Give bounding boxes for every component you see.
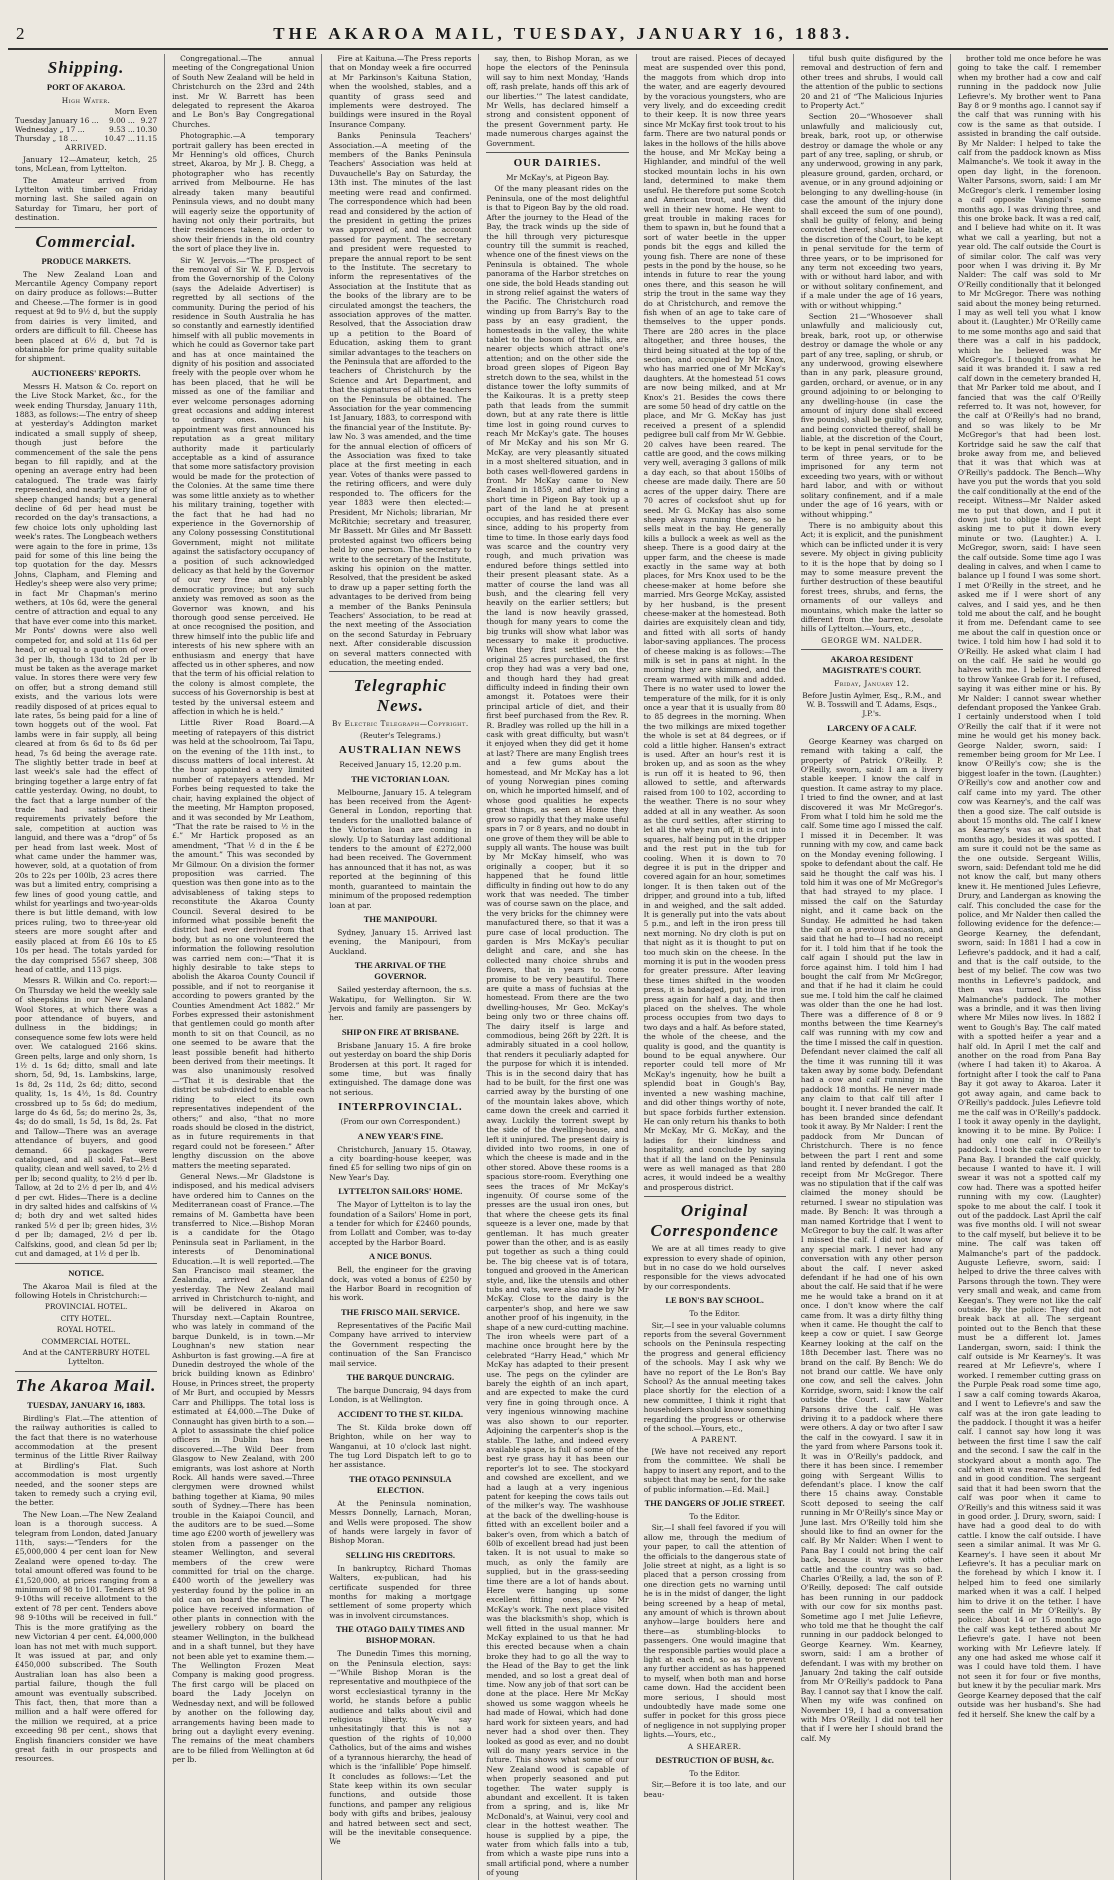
governor-text: Sailed yesterday afternoon, the s.s. Wakatipu, for Wellington. Sir W. Jervois and family are passengers by her.	[329, 985, 472, 1023]
continued-text: say, then, to Bishop Moran, as we hope the electors of the Peninsula will say to him next Monday, ‘Hands off, rash prelate, hands off this ark of our liberties.’” The latest candidate, Mr Wells, has declared himself a strong and consistent opponent of the present Government party. He made numerous charges against the Government.	[486, 54, 629, 148]
creditors-heading: SELLING HIS CREDITORS.	[345, 1549, 455, 1560]
divider	[15, 1263, 157, 1264]
otago-times-heading: THE OTAGO DAILY TIMES AND BISHOP MORAN.	[335, 1624, 465, 1646]
to-editor-label: To the Editor.	[689, 1769, 740, 1779]
court-continued-text: brother told me once before he was going to take the calf. I remember when my brother had a cow and calf running in the paddock now Julie Lefievre's. My brother went to Pana Bay 8 or 9 months ago. I cannot say if the calf that was running with his cow is the same as that outside. I assisted in branding the calf outside. By Mr Nalder: I helped to take the calf from the paddock known as Miss Malmanche's. We took it away in the open day light, in the forenoon. Walter Parsons, sworn, said: I am Mr McGregor's clerk. I remember losing a calf opposite Vangioni's some months ago. I was driving three, and this one broke back. It was a red calf, and I believe had white on it. It was what we call a yearling, but not a year old. The calf outside the Court is of similar color. The calf was very poor when I was driving it. By Mr Nalder: The calf was sold to Mr O'Reilly conditionally that it belonged to Mr McGregor. There was nothing said about the money being returned. I may as well tell you what I know about it. (Laughter.) Mr O'Reilly came to me some months ago and said that there was a calf in his paddock, which he believed was Mr McGregor's. I thought from what he said it was branded it. I saw a red calf down in the cemetery branded H, that Mr Parker told me about, and I fancied that was the calf O'Reilly referred to. It was not, however, for the calf at O'Reilly's had no brand, and so was likely to be Mr McGregor's that had been lost. Kortridge said he saw the calf that broke away from me, and believed that it was that which was at O'Reilly's paddock. The Bench—Why have you put the words that you sold the calf conditionally at the end of the receipt. Witness—Mr Nalder asked me to put that down, and I put it down just to oblige him. He kept asking me to put it down every minute or two. (Laughter.) A. I. McGregor, sworn, said: I have seen the calf outside. Some time ago I was dealing in calves, and when I came to balance up I found I was some short. I met O'Reilly in the street, and he asked me if I were short of any calves, and I said yes, and he then told me about the calf, and he bought it from me. Defendant came to see me about the calf in question once or twice. I told him how I had sold it to O'Reilly. He asked what claim I had on the calf. He said he would go halves with me. I believe he offered to throw Yankee Grab for it. I refused, saying it was either mine or his. By Mr Nalder: I cannot swear whether defendant proposed the Yankee Grab. I certainly understood when I told O'Reilly the calf that if it were not mine he would get his money back. George Nalder, sworn, said: I remember being groom for Mr Lee. I know O'Reilly's cow; she is the biggest loafer in the town. (Laughter.) O'Reilly's cow and another cow and calf came into my yard. The other cow was Kearney's, and the calf was then a good size. The calf outside is about 15 months old. The calf I knew as Kearney's was as old as that months ago, besides it was spotted. I am sure it could not be the same as the one outside. Sergeant Willis, sworn, said: Defendant told me he did not know the calf, but many others knew it. He mentioned Jules Lefievre, Drury, and Landergan as knowing the calf. This concluded the case for the police, and Mr Nalder then called the following evidence for the defence:— George Kearney, the defendant, sworn, said: In 1881 I had a cow in Lefievre's paddock, and it had a calf, and that is the calf outside, to the best of my belief. The cow was two months in Lefievre's paddock, and then was turned into Miss Malmanche's paddock. The mother was a brindle, and it was then living where Mr Miles now lives. In 1882 I went to Gough's Bay. The calf mated with a spotted heifer a year and a half old. In April I met the calf and another on the road from Pana Bay (where I had taken it) to Akaroa. A fortnight after I took the calf to Pana Bay it got away to Akaroa. Later it got away again, and came back to O'Reilly's paddock. Jules Lefievre told me the calf was in O'Reilly's paddock. I took it away openly in the daylight, knowing it to be mine. By Police: I had only one calf in O'Reilly's paddock. I took the calf twice over to Pana Bay. I branded the calf quickly, because I wanted to have it. I will swear it was not a spotted calf my cow had. There was a spotted heifer running with my cow. (Laughter) spoke to me about the calf. I took it out of the paddock. Last April the calf was five months old. I will not swear to the calf myself, but believe it to be mine. The calf was taken off Malmanche's part of the paddock. Auguste Lefievre, sworn, said: I helped to drive the three calves with Parsons through the town. They were very small and weak, and came from Keegan's. They were not like the calf outside. By the police: They did not break back at all. The sergeant pointed out to the Bench that these must be a different lot. James Landergan, sworn, said: I think the calf outside is Mr Kearney's. It was reared at Mr Lefievre's, where I worked. I remember cutting grass on the Purple Peak road some time ago, I saw a calf coming towards Akaroa, and I went to Lefievre's and saw the calf was at the iron gate leading to the paddock. I thought it was a heifer calf. I cannot say how long it was between the first time I saw the calf and the second. I saw the calf in the stockyard about a month ago. The calf when it was reared was half fed and in good condition. The sergeant said that it had been sworn that the calf was poor when it came to O'Reilly's and this witness said it was in good order. J. Drury, sworn, said: I have had a good deal to do with cattle. I know the calf outside. I have seen a similar animal. It was Mr G. Kearney's. I have seen it about Mr Lefievre's. It has a peculiar mark on the forehead by which I know it. I helped him to feed one similarly marked when it was a calf. I helped him to drive it on the tether. I have seen the calf in Mr O'Reilly's. By police: About 14 or 15 months ago the calf was kept tethered about Mr Lefievre's gate. I have not been working with Mr Lefievre lately. If any one had asked me whose calf it was I could have told them. I have not seen it for four or five months, but knew it by the peculiar mark. Mrs George Kearney deposed that the calf outside was her husband's. She had fed it herself. She knew the calf by a	[957, 54, 1101, 1719]
sailors-text: The Mayor of Lyttelton is to lay the foundation of a Sailors' Home in port, a tender for which for £2460 pounds, from Lollatt and Comber, was to-day accepted by the Harbor Board.	[329, 1200, 472, 1247]
column-6	[794, 54, 951, 1880]
new-year-text: Christchurch, January 15. Otaway, a city boarding-house keeper, was fined £5 for selling two nips of gin on New Year's Day.	[329, 1144, 472, 1182]
new-year-heading: A NEW YEAR'S FINE.	[357, 1130, 444, 1141]
divider	[15, 1371, 157, 1372]
wilkin-report: Messrs R. Wilkin and Co. report:—On Thursday we held the weekly sale of sheepskins in our New Zealand Wool Stores, at which there was a poor attendance of buyers, and dullness in the biddings; in consequence some few lots were held over. We catalogued 2166 skins. Green pelts, large and only shorn, 1s 1½ d. 1s 6d; ditto, small and late shorn, 5d, 9d, 1s. Lambskins, large, 1s 8d, 2s 11d, 2s 6d; ditto, second quality, 1s, 1s 4½, 1s 8d. Country crossbred up to 5s 6d; do medium, large do 4s 6d, 5s; do merino 2s, 3s, 4s; do do small, 1s 5d, 1s 8d, 2s. Fat and Tallow—There was an average attendance of buyers, and good demand. 66 packages were catalogued, and all sold. Fat—Best quality, clean and well saved, to 2½ d per lb; second quality, to 2½ d per lb. Tallow, at 2d to 2½ d per lb, and 4½ d per cwt. Hides—There is a decline in dry salted hides and calfskins of ¼ d; both dry and wet salted hides ranked 5½ d per lb; green hides, 3½ d per lb; damaged, 2½ d per lb. Calfskins, good, and clean 5d per lb; cut and damaged, at 1½ d per lb.	[15, 976, 158, 1259]
bush-heading: DESTRUCTION OF BUSH, &c.	[655, 1755, 774, 1766]
sailors-heading: LYTTELTON SAILORS' HOME.	[338, 1186, 463, 1197]
hotel-item: COMMERCIAL HOTEL.	[41, 1336, 131, 1346]
bonus-text: Bell, the engineer for the graving dock, was voted a bonus of £250 by the Harbor Board in recognition of his work.	[329, 1265, 472, 1303]
larceny-heading: LARCENY OF A CALF.	[827, 722, 917, 733]
shipping-heading: Shipping.	[47, 58, 125, 77]
creditors-text: In bankruptcy, Richard Thomas Walters, ex-publican, had his certificate suspended for three months for making a mortgage settlement of some property which was in involvent circumstances.	[329, 1563, 472, 1620]
to-editor-label: To the Editor.	[689, 1309, 740, 1319]
section-20-text: Section 20—“Whosoever shall unlawfully and maliciously cut, break, bark, root up, or otherwise destroy or damage the whole or any part of any tree, sapling, or shrub, or any underwood, growing in any park, pleasure ground, garden, orchard, or avenue, or in any ground adjoining or belonging to any dwelling-house (in case the amount of the injury done shall exceed the sum of one pound), shall be guilty of felony, and being convicted thereof, shall be liable, at the discretion of the Court, to be kept in penal servitude for the term of three years, or to be imprisoned for any term not exceeding two years, with or without hard labor, and with or without solitary confinement, and if a male under the age of 16 years, with or without whipping.”	[800, 112, 943, 310]
brisbane-heading: SHIP ON FIRE AT BRISBANE.	[341, 1026, 459, 1037]
larceny-text: George Kearney was charged on remand with taking a calf, the property of Patrick O'Reilly. P. O'Reilly, sworn, said: I am a livery stable keeper. I know the calf in question. It came astray to my place. I tried to find the owner, and at last discovered it was Mr McGregor's. From what I told him he sold me the calf. Some time ago I missed the calf. I missed it in December. It was running with my cow, and came back on the Monday evening following. I spoke to defendant about the calf. He said he thought the calf was his. I told him it was one of Mr McGregor's that had strayed to my place. I missed the calf on the Saturday night, and it came back on the Sunday. He admitted he had taken the calf on a previous occasion, and said that he had to—I had no receipt for it. I told him that if he took the calf again I should put the law in force against him. I told him I had bought the calf from Mr McGregor, and that if he had it claim he could sue me. I told him the calf he claimed was older than the one he had lost. There was a difference of 8 or 9 months between the time Kearney's calf was running with my cow and the time I missed the calf in question. Defendant never claimed the calf all the time it was running till it was taken away by some body. Defendant had a cow and calf running in the paddock 18 months. He never made any claim to that calf till after I bought it. I never branded the calf. It has been branded since defendant took it away. By Mr Nalder: I rent the paddock from Mr Duncan of Christchurch. There is no fence between the part I rent and some land rented by defendant. I got the receipt from Mr McGregor. There was no stipulation that if the calf was claimed the money should be returned. I swear no stipulation was made. By Bench: It was through a man named Kortridge that I went to McGregor to buy the calf. It was after I missed the calf. I did not know of any special mark. I never had any conversation with any other person about the calf. I never asked defendant if he had one of his own about the calf. He said that if he were me he would take a brand on it at once. I don't know where the calf came from. It was a dirty filthy thing when it came. He thought the calf to keep a cow or quiet. I saw George Kearney looking at the calf on the 18th December last. There was no brand on the calf. By Bench: We do not brand our cattle. We have only one cow, and sell the calves. John Korridge, sworn, said: I know the calf outside the Court. I saw Walter Parsons drive the calf. He was driving it to a paddock where there were others. A day or two after I saw the calf in the cowyard. I saw it in the yard from where Parsons took it. It was in O'Reilly's paddock, and there it has been since. I remember going with Sergeant Willis to defendant's place. I know the calf there 15 chains away. Constable Scott deposed to seeing the calf running in Mr O'Reilly's since May or June last. Mrs O'Reilly told him she should like to find an owner for the calf. By Mr Nalder: When I went to Pana Bay I could not bring the calf back, because it was with other cattle and the country was so bad. Charles O'Reilly, a lad, the son of P. O'Reilly, deposed: The calf outside has been running in our paddock with our cow for six months past. Sometime ago I met Julie Lefievre, who told me that he thought the calf running in our paddock belonged to George Kearney. Wm. Kearney, sworn, said: I am a brother of defendant. I was with my brother on January 2nd taking the calf outside from Mr O'Reilly's paddock to Pana Bay. I cannot say that I know the calf. When my wife was confined on November 19, I had a conversation with Mrs O'Reilly. I did not tell her that if I were her I should brand the calf. My	[800, 736, 943, 1743]
congregational-paragraph: Congregational.—The annual meeting of the Congregational Union of South New Zealand will be held in Christchurch on the 23rd and 24th inst. Mr W. Barrett has been delegated to represent the Akaroa and Le Bon's Bay Congregational Churches.	[172, 54, 315, 129]
editor-note: [We have not received any report from the committee. We shall be happy to insert any report, and to the subject that may be sent, for the sake of public information.—Ed. Mail.]	[643, 1446, 786, 1494]
fire-paragraph: Fire at Kaituna.—The Press reports that on Monday week a fire occurred at Mr Parkinson's Kaituna Station, when the woolshed, stables, and a quantity of grass seed and implements were destroyed. The buildings were insured in the Royal Insurance Company.	[329, 54, 472, 129]
duncraig-heading: THE BARQUE DUNCRAIG.	[346, 1371, 455, 1382]
australian-news-heading: AUSTRALIAN NEWS	[338, 744, 462, 757]
otago-text: At the Peninsula nomination, Messrs Donnelly, Larnach, Moran, and Wells were proposed. The show of hands were largely in favor of Bishop Moran.	[329, 1498, 472, 1546]
correspondence-heading: Original Correspondence	[650, 1201, 779, 1241]
reuters-label: (Reuter's Telegrams.)	[359, 730, 441, 740]
signature: A SHEARER.	[687, 1741, 742, 1751]
lebons-heading: LE BON'S BAY SCHOOL.	[665, 1295, 764, 1306]
commercial-heading: Commercial.	[35, 231, 137, 251]
divider	[801, 649, 943, 650]
loan-paragraph: The New Loan.—The New Zealand loan is a thorough success. A telegram from London, dated January 11th, says:—“Tenders for the £5,000,000 4 per cent loan for New Zealand were opened to-day. The total amount offered was found to be £1,520,000, at prices ranging from a minimum of 98 to 101. Tenders at 98 9-10ths will receive allotment to the extent of 78 per cent. Tenders above 98 9-10ths will be received in full.” This is the more gratifying as the new Victorian 4 per cent. £4,000,000 loan has not met with much support. It was issued at par, and only £450,000 subscribed. The South Australian loan has also been a partial failure, though the full amount was eventually subscribed. This fact, then, that more than a million and a half were offered for the million we required, at a price exceeding 98 per cent., shows that English financiers consider we have great faith in our prospects and resources.	[15, 1509, 158, 1764]
victorian-loan-text: Melbourne, January 15. A telegram has been received from the Agent-General in London, reporting that tenders for the unallotted balance of the Victorian loan are coming in slowly. Up to Saturday last additional tenders to the amount of £272,000 had been received. The Government has announced that it has not, as was reported at the beginning of this month, guaranteed to maintain the minimum of the proposed redemption loan at par.	[329, 787, 472, 910]
hotel-item: PROVINCIAL HOTEL.	[44, 1302, 128, 1312]
tide-header-row: Morn Even	[114, 107, 158, 117]
general-news-paragraph: General News.—Mr Gladstone is indisposed, and his medical advisers have ordered him to Cannes on the Mediterranean coast of France.—The remains of M. Gambetta have been transferred to Nice.—Bishop Moran is a candidate for the Otago Peninsula seat in Parliament, in the interests of Denominational Education.—It is well reported.—The San Francisco mail steamer, the Zealandia, arrived at Auckland yesterday. The New Zealand mail arrived in Christchurch to-night, and will be delivered in Akaroa on Thursday next.—Captain Rountree, who was lately in command of the barque Dunkeld, is in town.—Mr Loughnan's new station near Ashburton is fast growing.—A fire at Dunedin destroyed the whole of the brick building known as Edinbro' House, in Princes street, the property of Mr Burt, and occupied by Messrs Carr and Phillipps. The total loss is estimated at £4,000.—The Duke of Connaught has given birth to a son.—A plot to assassinate the chief police officers in Dublin has been discovered.—The Wild Deer from Glasgow to New Zealand, with 200 emigrants, was lost ashore at North Rock. All hands were saved.—Three clergymen were drowned whilst bathing together at Kiama, 90 miles south of Sydney.—There has been trouble in the Kaiapoi Council, and the auditors are to be sued.—Some time ago £200 worth of jewellery was stolen from a passenger on the steamer Wellington, and several members of the crew were committed for trial on the charge. £400 worth of the jewellery was yesterday found by the police in an old can on board the steamer. The police have received information of other plants in connection with the jewellery robbery on board the steamer Wellington, in the bulkhead and in a shaft tunnel, but they have not been able yet to examine them.—The Wellington Frozen Meat Company is making good progress. The first cargo will be placed on board the Lady Jocelyn on Wednesday next, and will be followed by another on the following day, arrangements having been made to bring out a daylight every evening. The remains of the meat chambers are to be filled from Wellington at 6d per lb.	[172, 1171, 315, 1765]
produce-heading: PRODUCE MARKETS.	[41, 255, 131, 266]
jolie-heading: THE DANGERS OF JOLIE STREET.	[644, 1497, 785, 1508]
hotel-item: CITY HOTEL.	[60, 1313, 112, 1323]
birdling-paragraph: Birdling's Flat.—The attention of the railway authorities is called to the fact that there is no waterhouse accommodation at the present terminus of the Little River Railway at Birdling's Flat. Such accommodation is most urgently needed, and the sooner steps are taken to remedy such a crying evil, the better.	[15, 1413, 158, 1508]
otago-heading: THE OTAGO PENINSULA ELECTION.	[349, 1473, 452, 1495]
produce-paragraph: The New Zealand Loan and Mercantile Agency Company report on dairy produce as follows:—Butter and Cheese.—The former is in good request at 9d to 9½ d, but the supply from dairies is very limited, and orders are difficult to fill. Cheese has been placed at 6½ d, but 7d is obtainable for prime quality suitable for shipment.	[15, 269, 158, 364]
interprovincial-heading: INTERPROVINCIAL.	[338, 1101, 463, 1114]
continued-text: tiful bush quite disfigured by the removal and destruction of fern and other trees and shrubs, I would call the attention of the public to sections 20 and 21 of “The Malicious Injuries to Property Act.”	[800, 54, 943, 111]
manipouri-text: Sydney, January 15. Arrived last evening, the Manipouri, from Auckland.	[329, 927, 472, 956]
teachers-paragraph: Banks Peninsula Teachers' Association.—A meeting of the members of the Banks Peninsula Teachers' Association was held at Duvauchelle's Bay on Saturday, the 13th inst. The minutes of the last meeting were read and confirmed. The correspondence which had been read and considered by the action of the president in getting the prizes was approved of, and the account passed for payment. The secretary and president were requested to prepare the annual report to be sent to the Institute. The secretary to inform the representatives of the Association at the Institute that as the books of the library are to be circulated amongst the teachers, the association approves of the matter. Resolved, that the Association draw up a petition to the Board of Education, asking them to grant similar advantages to the teachers on the Peninsula that are afforded to the teachers of Christchurch by the Science and Art Department, and that the signatures of all the teachers on the Peninsula be obtained. The Association for the year commencing 1st January, 1883, to correspond with the financial year of the Institute. By-law No. 3 was amended, and the time for the annual election of officers of the Association was fixed to take place at the first meeting in each year. Votes of thanks were passed to the retiring officers, and were duly responded to. The officers for the year 1883 were then elected:—President, Mr Nichols; librarian, Mr McRitchie; secretary and treasurer, Mr Bassett. Mr Giles and Mr Bassett protested against two officers being held by one person. The secretary to write to the secretary of the Institute, asking his opinion on the matter. Resolved, that the president be asked to draw up a paper setting forth the advantages to be derived from being a member of the Banks Peninsula Teachers' Association, to be read at the next meeting of the Association on the second Saturday in February next. After considerable discussion on several matters connected with education, the meeting ended.	[329, 131, 472, 667]
column-2	[165, 54, 322, 1880]
dairies-text: Of the many pleasant rides on the Peninsula, one of the most delightful is that to Pigeon Bay by the old road. After the journey to the Head of the Bay, the track winds up the side of the hill through very picturesque country till the summit is reached, whence one of the finest views on the Peninsula is obtained. The whole panorama of the Harbor stretches on one side, the bold Heads standing out in strong relief against the waters of the Pacific. The Christchurch road winding up from Barry's Bay to the pass by an easy gradient, the homesteads in the valley, the white tablet to the bosom of the hills, are nearer objects which attract one's attention; and on the other side the broad green slopes of Pigeon Bay stretch down to the sea, whilst in the distance tower the lofty summits of the Kaikouras. It is a pretty steep path that leads from the summit down, but at any rate there is little time lost in going round curves to reach Mr McKay's gate. The houses of Mr McKay and his son Mr G. McKay, are very pleasantly situated in a most sheltered situation, and in both cases well-flowered gardens in front. Mr McKay came to New Zealand in 1859, and after living a short time in Pigeon Bay took up a part of the land he at present occupies, and has resided there ever since, adding to his property from time to time. In those early days food was scarce and the country very rough, and much privation was endured before things settled into their present pleasant state. As a matter of course the land was all bush, and the clearing fell very heavily on the earlier settlers; but the land is now heavily grassed, though for many years to come the big trunks will show what labor was necessary to make it productive. When they first settled on the original 25 acres purchased, the first crop they had was a very bad one, and though hard they had great difficulty indeed in finding their own amongst it. Potatoes were their principal article of diet, and their first beef purchased from the Rev. R. R. Bradley was rolled up the hill in a cask with great difficulty, but wasn't it enjoyed when they did get it home at last? There are many English trees and a few gums about the homestead, and Mr McKay has a lot of young Norwegian pines coming on, which he imported himself, and of whose good qualities he expects great things, as seen at Home they grow so rapidly that they make useful spars in 7 or 8 years, and no doubt in one grove of them they will be able to supply all wants. The house was built by Mr McKay himself, who was originally a cooper, but it so happened that he found little difficulty in finding out how to do any work that was needed. The timber was of course sawn on the place, and the very bricks for the chimney were manufactured there, so that it was a pure case of local production. The garden is Mrs McKay's peculiar delight and care, and she has collected many choice shrubs and flowers, that in years to come promise to be very beautiful. There are quite a mass of fuchsias at the homestead. From there are the two dwelling-houses, Mr Geo. McKay's being only two or three chains off. The dairy itself is large and commodious, being 26ft by 22ft. It is admirably situated in a cool hollow, that renders it peculiarly adapted for the purpose for which it is intended. This is in the second dairy that has had to be built, for the first one was carried away by the bursting of one of the mountain lakes above, which came down the creek and carried it away. Luckily the torrent swept by the side of the dwelling-house, and left it uninjured. The present dairy is divided into two rooms, in one of which the cheese is made and in the other stored. Above these rooms is a spacious store-room. Everything one sees the traces of Mr McKay's ingenuity. Of course some of the presses are the usual iron ones, but that where the cheese gets its final squeeze is a lever one, made by that gentleman. It has much greater power than the other, and is as easily put together as such a thing could be. The big cheese vat is of totara, tongued and grooved in the American style, and, like the utensils and other tubs and vats, were also made by Mr McKay. Close to the dairy is the carpenter's shop, and here we saw another proof of his ingenuity, in the shape of a new curd-cutting machine. The iron wheels were part of a machine once brought here by the celebrated “Harry Head,” which Mr McKay has adapted to their present use. The pegs on the cylinder are barely the eighth of an inch apart, and are expected to make the curd very fine in going through once. A very ingenious winnowing machine was also shown to our reporter. Adjoining the carpenter's shop is the stable. The lathe, and indeed every available space, is full of some of the best rye grass hay it has been our reporter's lot to see. The stockyard and cowshed are excellent, and we had a laugh at a very ingenious patent for keeping the cows tails out of the milker's way. The washhouse at the back of the dwelling-house is fitted with an excellent boiler and a baker's oven, from which a batch of 60lb of excellent bread had just been taken. It is not usual to make so much, as only the family are supplied, but in the grass-seeding time there are a lot of hands about. Here were hanging up some excellent fitting ones, also Mr McKay's work. The next place visited was the blacksmith's shop, which is well fitted in the usual manner. Mr McKay explained to us that he had this erected because when a chain broke they had to go all the way to the Head of the Bay to get the link mended, and so lost a great deal of time. Now any job of that sort can be done at the place. Here Mr McKay showed us some waggon wheels he had made of Howai, which had done hard work for sixteen years, and had never had a shod over then. They looked as good as ever, and no doubt will do many years service in the future. This shows what some of our New Zealand wood is capable of when properly seasoned and put together. The water supply is abundant and excellent. It is taken from a spring, and is, like Mr McDonald's, at Wainui, very cool and clear in the hottest weather. The house is supplied by a pipe, the water from which falls into a tub, from which a waste pipe runs into a small artificial pond, where a number of young	[486, 184, 629, 1878]
column-5	[637, 54, 794, 1880]
port-heading: PORT OF AKAROA.	[46, 82, 126, 92]
hotel-item: And at the CANTERBURY HOTEL Lyttelton.	[22, 1347, 150, 1367]
received-line: Received January 15, 12.20 p.m.	[339, 760, 462, 770]
victorian-loan-heading: THE VICTORIAN LOAN.	[351, 773, 450, 784]
tide-row: Wednesday „ 17 ... 9.53 ... 10.30	[15, 125, 158, 135]
page-number: 2	[16, 24, 27, 43]
divider	[15, 227, 157, 228]
telegraphic-subheading: By Electric Telegraph—Copyright.	[331, 719, 469, 729]
divider	[486, 152, 628, 153]
to-editor-label: To the Editor.	[689, 1511, 740, 1521]
column-4	[479, 54, 636, 1880]
manipouri-heading: THE MANIPOURI.	[363, 913, 437, 924]
jolie-text: Sir,—I shall feel favored if you will allow me, through the medium of your paper, to call the attention of the officials to the dangerous state of Jolie street at night, as a light is so placed that a person crossing from one direction gets no warning until he is in the midst of danger, the light being screened by a heap of metal, any amount of which is thrown about anyhow—large boulders here and there—as stumbling-blocks to passengers. One would imagine that the responsible parties would place a light at each end, so as to prevent any further accident as has happened to myself, when both man and horse came down. Had the accident been more serious, I should most undoubtedly have made some one suffer in pocket for this gross piece of negligence in not supplying proper lights.—Yours, etc.,	[643, 1523, 786, 1740]
continued-text: trout are raised. Pieces of decayed meat are suspended over this pond, the maggots from which drop into the water, and are eagerly devoured by the voracious youngsters, who are very lively, and do exceeding credit to their keep. It is now three years since Mr McKay first took trout to his farm. There are two natural ponds or lakes in the hollows of the hills above the house, and Mr McKay being a Highlander, and mindful of the well stocked mountain lochs in his own land, determined to make them useful. He therefore put some Scotch and American trout, and they did well in their new home. He went to great trouble in making races for them to spawn in, but he found that a sort of water beetle in the upper ponds bit the eggs and killed the young fish. There are none of these pests in the pond by the house, so he intends in future to rear the young ones there, and this season he will strip the trout in the same way they do at Christchurch, and remove the fish when of an age to take care of themselves to the upper ponds. There are 280 acres in the place altogether, and three houses, the third being situated at the top of the section, and occupied by Mr Knox, who has married one of Mr McKay's daughters. At the homestead 51 cows are now being milked, and at Mr Knox's 21. Besides the cows there are some 50 head of dry cattle on the place, and Mr G. McKay has just received a present of a splendid pedigree bull calf from Mr W. Gebbie. 20 calves have been reared. The cattle are good, and the cows milking very well, averaging 3 gallons of milk a day each, so that about 150lbs of cheese are made daily. There are 50 acres of the upper dairy. There are 70 acres of cocksfoot shut up for seed. Mr G. McKay has also some sheep always running there, so he sells meat in the bay. He generally kills a bullock a week as well as the sheep. There is a good dairy at the upper farm, and the cheese is made exactly in the same way at both places, for Mrs Knox used to be the cheese-maker at home before she married. Mrs George McKay, assisted by her husband, is the present cheese-maker at the homestead. Both dairies are exquisitely clean and tidy, and fitted with all sorts of handy labor-saving appliances. The process of cheese making is as follows:—The milk is set in pans at night. In the morning they are skimmed, and the cream warmed with milk and added. There is no water used to lower the temperature of the milk, for it is only once a year that it is usually from 80 to 85 degrees in the morning. When the two milkings are mixed together the whole is set at 84 degrees, or if cold a little higher. Hansen's extract is used. After an hour's rest it is broken up, and as soon as the whey is run off it is heated to 96, then allowed to settle, and afterwards raised from 100 to 102, according to the weather. There is no sour whey added at all in any weather. As soon as the curd settles, after stirring to let all the whey run off, it is cut into squares, half being put in the dripper and the rest put in the tub for cooling. When it is down to 70 degree it is put in the dripper and covered again for an hour, sometimes longer. It is then taken out of the dripper, and ground into a tub, lifted in and weighed, and the salt added. It is generally put into the vats about 5 p.m., and left in the iron press till next morning. No dry cloth is put on that night as it is thought to put on too much skin on the cheese. In the morning it is put in the wooden press for greater pressure. After leaving these times shifted in the wooden press, it is bandaged, put in the iron press again for half a day, and then placed on the shelves. The whole process occupies from two days to two days and a half. As before stated, the whole of the cheese, and the quality is good, and the quantity is bound to be equal anywhere. Our reporter could tell more of Mr McKay's ingenuity, how he built a splendid boat in Gough's Bay, invented a new washing machine, and did other things worthy of note, but space forbids further extension. He can only return his thanks to both Mr McKay, Mr G. McKay, and the ladies for their kindness and hospitality, and conclude by saying that if all the land on the Peninsula were as well managed as that 280 acres, it would indeed be a wealthy and prosperous district.	[643, 54, 786, 1192]
governor-heading: THE ARRIVAL OF THE GOVERNOR.	[354, 960, 446, 982]
mckay-subheading: Mr McKay's, at Pigeon Bay.	[506, 173, 609, 183]
tide-row: Tuesday January 16 ... 9.00 ... 9.27	[15, 116, 158, 126]
hotel-item: ROYAL HOTEL.	[56, 1325, 116, 1335]
column-3	[322, 54, 479, 1880]
signature: GEORGE WM. NALDER.	[821, 635, 923, 645]
divider	[329, 671, 471, 672]
brisbane-text: Brisbane January 15. A fire broke out yesterday on board the ship Doris Brodersen at this port. It raged for some time, but was finally extinguished. The damage done was not serious.	[329, 1040, 472, 1097]
kilda-heading: ACCIDENT TO THE ST. KILDA.	[337, 1408, 464, 1419]
divider	[644, 1196, 786, 1197]
paper-date: TUESDAY, JANUARY 16, 1883.	[27, 1399, 145, 1410]
duncraig-text: The barque Duncraig, 94 days from London, is at Wellington.	[329, 1385, 472, 1405]
auctioneers-heading: AUCTIONEERS' REPORTS.	[31, 367, 141, 378]
signature: A PARENT.	[691, 1435, 738, 1445]
notice-heading: NOTICE.	[68, 1267, 104, 1278]
columns	[8, 54, 1108, 1878]
court-bench: Before Justin Aylmer, Esq., R.M., and W. B. Tosswill and T. Adams, Esqs., J.P.'s.	[802, 690, 942, 719]
own-correspondent-label: (From our own Correspondent.)	[340, 1117, 461, 1127]
matson-report: Messrs H. Matson & Co. report on the Live Stock Market, &c., for the week ending Thursday, January 11th, 1883, as follows:—The entry of sheep at yesterday's Addington market indicated a small supply of sheep, though just before the commencement of the sale the pens began to fill rapidly, and at the opening an average entry had been catalogued. The trade was fairly represented, and nearly every line of sheep changed hands; but a general decline of 6d per head must be recorded on the day's transactions, a few choice lots only upholding last week's rates. The Longbeach wethers were again to the fore in prime, 13s paid for some of this line being the top quotation for the day. Messrs Johns, Clapham, and Fleming and Hedley's sheep were also very prime; in fact Mr Chapman's merino wethers, at 10s 6d, were the general centre of attraction and equal to any that have ever come into this market. Mr Ponts' downs were also well competed for, and sold at 11s 6d per head, or equal to a quotation of over 3d per lb, though 13d to 2d per lb must be taken as the average market value. In stores there were very few on offer, but a strong demand still exists, and the various lots were readily disposed of at prices equal to late rates, 5s being paid for a line of town hoggets out of the wool. Fat lambs were in fair supply, all being cleared at from 6s 6d to 8s 6d per head, 7s 6d being the average rate. The slightly better trade in beef at last week's sale had the effect of bringing together a large entry of fat cattle yesterday. Owing, no doubt, to the fact that a large number of the trade had satisfied their requirements privately before the sale, competition at auction was languid, and there was a “drop” of 5s per head from last week. Most of what came under the hammer was, however, sold, at a quotation of from 20s to 22s per 100lb, 23 acres there was but a limited entry, comprising a few lines of good young cattle, and whilst for yearlings and two-year-olds there is but little demand, with low prices ruling, two to three-year old steers are more sought after and easily placed at from £6 10s to £5 10s per head. The totals yarded for the day comprised 5567 sheep, 308 head of cattle, and 113 pigs.	[15, 381, 158, 974]
letter-end: There is no ambiguity about this Act; it is explicit, and the punishment which can be inflicted under it is very severe. My object in giving publicity to it is the hope that by doing so I may to some measure prevent the further destruction of these beautiful forest trees, shrubs, and ferns, the ornaments of our valleys and mountains, which make the latter so different from the barren, desolate hills of Lyttelton.—Yours, etc.,	[800, 520, 943, 634]
dairies-heading: OUR DAIRIES.	[513, 157, 602, 170]
paper-title: The Akaroa Mail.	[15, 1375, 157, 1395]
high-water-label: High Water.	[61, 96, 111, 105]
tide-row: Thursday „ 18 ... 10.47 ... 11.15	[15, 134, 158, 144]
section-21-text: Section 21—“Whosoever shall unlawfully and maliciously cut, break, bark, root up, or otherwise destroy or damage the whole or any part of any tree, sapling, or shrub, or any underwood, growing elsewhere than in any park, pleasure ground, garden, orchard, or avenue, or in any ground adjoining to or belonging to any dwelling-house (in case the amount of injury done shall exceed five pounds), shall be guilty of felony, and being convicted thereof, shall be liable, at the discretion of the Court, to be kept in penal servitude for the term of three years, or to be imprisoned for any term not exceeding two years, with or without hard labor, and with or without solitary confinement, and if a male under the age of 16 years, with or without whipping.”	[800, 311, 943, 519]
telegraphic-heading: Telegraphic News.	[353, 676, 448, 716]
correspondence-note: We are at all times ready to give expression to every shade of opinion, but in no case do we hold ourselves responsible for the views advocated by our correspondents.	[643, 1244, 786, 1291]
little-river-paragraph: Little River Road Board.—A meeting of ratepayers of this district was held at the schoolroom, Tai Tapu, on the evening of the 11th inst., to discuss matters of local interest. At the hour appointed a very limited number of ratepayers attended. Mr Forbes being requested to take the chair, having explained the object of the meeting, Mr Hampton proposed, and it was seconded by Mr Leathom, “That the rate be raised to ½ in the £.” Mr Hartick proposed as an amendment, “That ½ d in the £ be the amount.” This was seconded by Mr Gilmour. On a division the former proposition was carried. The question was then gone into as to the advisableness of taking steps to reconstitute the Akaroa County Council. Several desired to be informed what possible benefit the district had ever derived from that body, but as no one volunteered the information the following resolution was carried nem con:—“That it is highly desirable to take steps to abolish the Akaroa County Council if possible, and if not to reorganise it according to powers granted by the Counties Amendment Act 1882.” Mr Forbes expressed their astonishment that gentlemen could go month after month to sit on that Council, as no one seemed to be aware that the least possible benefit had hitherto been derived from their meetings. It was also unanimously resolved—“That it is desirable that the district be sub-divided to enable each riding to elect its own representatives independent of the others;” and also, “that no more roads should be closed in the district, as in future requirements in that regard could not be foreseen.” After lengthy discussion on the above matters the meeting separated.	[172, 718, 315, 1170]
masthead-title: THE AKAROA MAIL, TUESDAY, JANUARY 16, 1883.	[273, 24, 854, 43]
bonus-heading: A NICE BONUS.	[369, 1251, 432, 1262]
jervois-paragraph: Sir W. Jervois.—“The prospect of the removal of Sir W. F. D. Jervois from the Governorship of the Colony (says the Adelaide Advertiser) is regretted by all sections of the community. During the period of his residence in South Australia he has so constantly and earnestly identified himself with all public movements in which he could as Governor take part and has at once maintained the dignity of his position and associated freely with the people over whom he has been placed, that he will be missed as one of the familiar and ever welcome personages adorning great occasions and adding interest to ordinary ones. When his appointment was first announced his reputation as a great military authority made it particularly acceptable as a kind of assurance that some more satisfactory provision would be made for the protection of the Colonies. At the same time there was some little anxiety as to whether his military training, together with the fact that he had had no experience in the Governorship of any Colony possessing Constitutional Government, might not militate against the satisfactory occupancy of a position of such acknowledged delicacy as that held by the Governor of our very free and tolerably democratic province; but any such anxiety was removed as soon as the Governor was known, and his thorough good sense perceived. He at once recognised the position, and threw himself into the public life and interests of his new sphere with an enthusiasm and energy that have affected us in other spheres, and now that the term of his official relation to the colony is almost complete, the success of his Governorship is best at tested by the universal esteem and affection in which he is held.”	[172, 255, 315, 717]
frisco-heading: THE FRISCO MAIL SERVICE.	[340, 1306, 460, 1317]
court-heading: AKAROA RESIDENT MAGISTRATE'S COURT.	[822, 654, 922, 676]
masthead	[8, 10, 1108, 50]
otago-times-text: The Dunedin Times this morning, on the Peninsula election, says:—“While Bishop Moran is the representative and mouthpiece of the worst ecclesiastical tyranny in the world, he stands before a public audience and talks about civil and religious liberty. We say unhesitatingly that this is not a question of the rights of 10,000 Catholics, but of the aims and wishes of a tyrannous hierarchy, the head of which is the ‘infallible’ Pope himself. It concludes as follows:—‘Let the State keep within its own secular functions, and outside those functions, and pamper any religious body with gifts and bribes, jealousy and hatred between sect and sect, will be the inevitable consequence. We	[329, 1649, 472, 1847]
court-date: Friday, January 12.	[834, 679, 910, 689]
kilda-text: The St. Kilda broke down off Brighton, while on her way to Wanganui, at 10 o'clock last night. The tug Lord Dispatch left to go to her assistance.	[329, 1422, 472, 1470]
frisco-text: Representatives of the Pacific Mail Company have arrived to interview the Government respecting the continuation of the San Francisco mail service.	[329, 1320, 472, 1368]
column-7	[951, 54, 1108, 1880]
amateur-paragraph: The Amateur arrived from Lyttelton with timber on Friday morning last. She sailed again on Saturday for Timaru, her port of destination.	[15, 175, 158, 223]
column-1	[8, 54, 165, 1880]
arrived-item: January 12—Amateur, ketch, 25 tons, McLean, from Lyttelton.	[15, 154, 158, 174]
photographic-paragraph: Photographic.—A temporary portrait gallery has been erected in Mr Henning's old offices, Church street, Akaroa, by Mr J. B. Chegg, a photographer who has recently arrived from Melbourne. He has already taken many beautiful Peninsula views, and no doubt many will eagerly seize the opportunity of having not only their portraits, but their residences taken, in order to show their friends in the old country the sort of place they live in.	[172, 131, 315, 254]
tide-table	[15, 107, 157, 143]
lebons-text: Sir,—I see in your valuable columns reports from the several Government schools on the Peninsula respecting the progress and general efficiency of the schools. May I ask why we have no report of the Le Bon's Bay School? As the annual meeting takes place shortly for the election of a new committee, I think it right that householders should know something regarding the progress or otherwise of the school.—Yours, etc.,	[643, 1320, 786, 1434]
arrived-heading: ARRIVED.	[65, 143, 108, 153]
bush-text: Sir,—Before it is too late, and our beau-	[643, 1780, 786, 1799]
notice-text: The Akaroa Mail is filed at the following Hotels in Christchurch:—	[15, 1281, 158, 1300]
newspaper-page	[8, 10, 1108, 1878]
